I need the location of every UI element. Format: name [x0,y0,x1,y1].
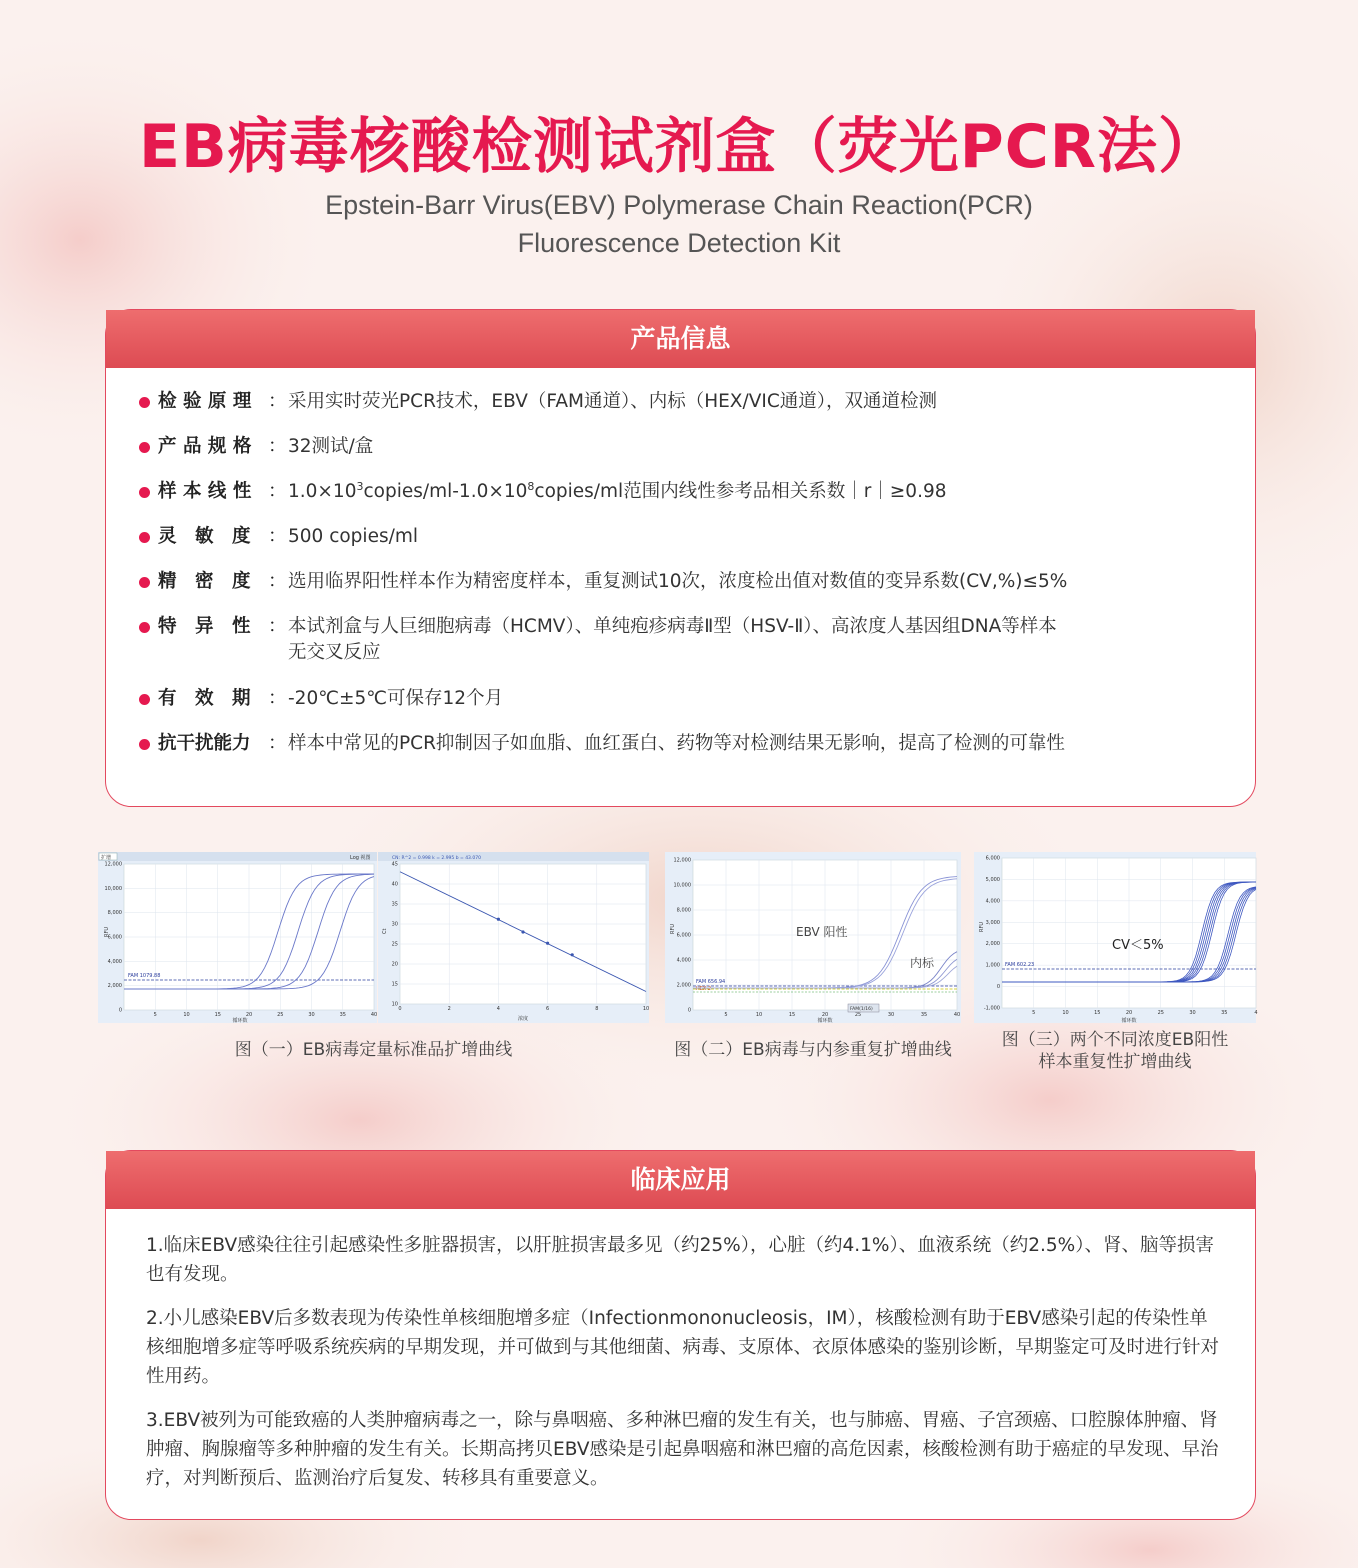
standard-point [571,953,574,956]
info-colon: ： [268,688,287,709]
y-tick-label: 15 [391,981,398,988]
bullet-icon [139,397,150,408]
value-part: copies/ml范围内线性参考品相关系数｜r｜≥0.98 [534,481,947,502]
x-tick-label: 10 [1062,1010,1069,1016]
y-tick-label: 12,000 [104,861,122,868]
info-colon: ： [268,481,287,502]
info-label: 抗干扰能力 [158,733,251,754]
x-tick-label: 40 [370,1012,378,1018]
value-exponent: 3 [356,479,364,493]
fig1-caption: 图（一）EB病毒定量标准品扩增曲线 [234,1040,513,1060]
value-exponent: 8 [527,479,535,493]
fig1-x-label: 循环数 [232,1018,248,1024]
info-colon: ： [268,733,287,754]
value-part: 1.0×10 [288,481,357,502]
y-tick-label: 5,000 [985,876,1000,883]
fig1-threshold-label: FAM 1079.88 [128,973,161,979]
x-tick-label: 5 [153,1012,157,1018]
y-tick-label: 8,000 [107,910,122,917]
fig3-y-label: RFU [979,921,985,932]
x-tick-label: 0 [398,1006,402,1012]
fig3-x-label: 循环数 [1121,1018,1137,1024]
y-tick-label: 4,000 [107,958,122,965]
info-value: 32测试/盒 [288,436,374,457]
y-tick-label: 2,000 [107,983,122,990]
y-tick-label: 40 [391,881,398,888]
x-tick-label: 15 [788,1012,796,1018]
subtitle-line-1: Epstein-Barr Virus(EBV) Polymerase Chain Reaction(PCR) [325,190,1033,220]
clinical-heading: 临床应用 [106,1151,1255,1209]
info-label: 样 本 线 性 [158,481,252,502]
fig1-amplification-chart [98,852,377,1023]
y-tick-label: 8,000 [676,907,691,914]
y-tick-label: 3,000 [985,919,1000,926]
x-tick-label: 4 [496,1006,500,1012]
bullet-icon [139,487,150,498]
info-label: 灵 敏 度 [158,526,251,547]
fig3-amplification-chart [974,852,1256,1023]
x-tick-label: 25 [854,1012,862,1018]
y-tick-label: 10,000 [673,882,691,889]
fig2-threshold-label: FAM 656.94 [696,979,726,985]
fig2-y-label: RFU [670,923,676,934]
subtitle-line-2: Fluorescence Detection Kit [517,228,841,258]
y-tick-label: 2,000 [676,982,691,989]
x-tick-label: 10 [755,1012,763,1018]
bullet-icon [139,739,150,750]
fig3-annotation: CV＜5% [1112,938,1164,953]
fig1-standard-y-label: Ct [382,928,388,934]
fig3-threshold-label: FAM 602.23 [1005,962,1035,968]
x-tick-label: 5 [1032,1010,1036,1016]
fig2-annotation-positive: EBV 阳性 [796,925,848,939]
fig3-caption [974,1029,1256,1073]
info-value: 采用实时荧光PCR技术，EBV（FAM通道）、内标（HEX/VIC通道），双通道检测 [288,391,937,412]
y-tick-label: 2,000 [985,941,1000,948]
x-tick-label: 2 [447,1006,451,1012]
info-label: 精 密 度 [158,571,251,592]
fig1-tab: 扩增 [101,855,112,861]
clinical-paragraph-2: 2.小儿感染EBV后多数表现为传染性单核细胞增多症（Infectionmononucleosis，IM），核酸检测有助于EBV感染引起的传染性单核细胞增多症等呼吸系统疾病的早期发现，并可做到与其他细菌、病毒、支原体、衣原体感染的鉴别诊断，早期鉴定可及时进行针对性用药。 [146,1308,1220,1387]
y-tick-label: 0 [118,1007,122,1014]
fig2-x-label: 循环数 [817,1018,833,1024]
y-tick-label: 10,000 [104,885,122,892]
y-tick-label: 35 [391,901,398,908]
value-line-2: 无交叉反应 [288,642,381,663]
x-tick-label: 10 [642,1006,650,1012]
fig2-svg [665,852,961,1023]
y-tick-label: 12,000 [673,857,691,864]
fig2-badge: FAM(1/16) [850,1007,873,1012]
y-tick-label: 4,000 [676,957,691,964]
fig1-standard-x-label: 浓度 [517,1016,529,1022]
fig1-standard-header: CN: R^2 = 0.998 k = 2.995 b = 43.070 [392,856,481,861]
bullet-icon [139,577,150,588]
info-label: 特 异 性 [158,616,251,637]
x-tick-label: 35 [339,1012,346,1018]
fig1-right-svg [378,852,649,1023]
x-tick-label: 35 [1221,1010,1228,1016]
value-part: copies/ml-1.0×10 [363,481,528,502]
x-tick-label: 4 [1254,1010,1258,1016]
clinical-paragraph-1: 1.临床EBV感染往往引起感染性多脏器损害，以肝脏损害最多见（约25%），心脏（约4.1%）、血液系统（约2.5%）、肾、脑等损害也有发现。 [146,1235,1214,1285]
y-tick-label: 30 [391,921,398,928]
info-value: 选用临界阳性样本作为精密度样本，重复测试10次，浓度检出值对数值的变异系数(CV,%)≤5% [288,571,1068,592]
x-tick-label: 30 [308,1012,315,1018]
y-tick-label: 25 [391,941,398,948]
info-value: -20℃±5℃可保存12个月 [288,688,504,709]
x-tick-label: 15 [214,1012,221,1018]
info-value [288,614,1188,666]
clinical-paragraph-3: 3.EBV被列为可能致癌的人类肿瘤病毒之一，除与鼻咽癌、多种淋巴瘤的发生有关，也与肺癌、胃癌、子宫颈癌、口腔腺体肿瘤、肾肿瘤、胸腺瘤等多种肿瘤的发生有关。长期高拷贝EBV感染是引起鼻咽癌和淋巴瘤的高危因素，核酸检测有助于癌症的早发现、早治疗，对判断预后、监测治疗后复发、转移具有重要意义。 [146,1410,1219,1489]
clinical-text [146,1231,1220,1508]
standard-point [497,918,500,921]
fig2-amplification-chart [665,852,961,1023]
standard-point [546,942,549,945]
info-colon: ： [268,436,287,457]
x-tick-label: 8 [595,1006,599,1012]
fig3-caption-line-2: 样本重复性扩增曲线 [1038,1052,1192,1072]
info-colon: ： [268,616,287,637]
clinical-card [105,1150,1256,1520]
y-tick-label: 6,000 [107,934,122,941]
x-tick-label: 40 [953,1012,961,1018]
x-tick-label: 20 [1125,1010,1133,1016]
y-tick-label: 0 [996,984,1000,991]
info-label: 产 品 规 格 [158,436,252,457]
bullet-icon [139,442,150,453]
bullet-icon [139,532,150,543]
fig3-svg [974,852,1256,1023]
y-tick-label: 6,000 [676,932,691,939]
info-value: 500 copies/ml [288,526,418,547]
info-label: 有 效 期 [158,688,251,709]
fig2-annotation-internal: 内标 [910,956,935,970]
page-subtitle [0,186,1358,262]
y-tick-label: 6,000 [985,855,1000,862]
x-tick-label: 20 [821,1012,829,1018]
x-tick-label: 20 [245,1012,253,1018]
y-tick-label: 45 [391,861,398,868]
y-tick-label: 0 [687,1007,691,1014]
x-tick-label: 35 [920,1012,928,1018]
fig1-y-label: RFU [104,926,110,937]
bullet-icon [139,622,150,633]
fig1-left-svg [98,852,377,1023]
page-title: EB病毒核酸检测试剂盒（荧光PCR法） [139,112,1219,182]
info-colon: ： [268,391,287,412]
x-tick-label: 25 [277,1012,284,1018]
info-colon: ： [268,526,287,547]
y-tick-label: 1,000 [985,962,1000,969]
fig2-threshold-label-2: HEX 2 [696,986,712,992]
x-tick-label: 6 [546,1006,550,1012]
fig3-caption-line-1: 图（三）两个不同浓度EB阳性 [1001,1030,1229,1050]
x-tick-label: 30 [887,1012,895,1018]
product-info-heading: 产品信息 [106,310,1255,368]
y-tick-label: 4,000 [985,898,1000,905]
x-tick-label: 5 [724,1012,728,1018]
x-tick-label: 25 [1157,1010,1164,1016]
info-label: 检 验 原 理 [158,391,252,412]
info-value [288,479,1188,505]
y-tick-label: 20 [391,961,398,968]
standard-point [521,930,524,933]
bullet-icon [139,694,150,705]
x-tick-label: 10 [183,1012,190,1018]
value-line-1: 本试剂盒与人巨细胞病毒（HCMV）、单纯疱疹病毒Ⅱ型（HSV-Ⅱ）、高浓度人基因组DNA等样本 [288,616,1057,637]
info-colon: ： [268,571,287,592]
fig2-caption: 图（二）EB病毒与内参重复扩增曲线 [674,1040,952,1060]
y-tick-label: 10 [391,1001,398,1008]
x-tick-label: 30 [1189,1010,1196,1016]
y-tick-label: -1,000 [983,1005,1000,1012]
product-info-card [105,309,1256,807]
info-value: 样本中常见的PCR抑制因子如血脂、血红蛋白、药物等对检测结果无影响，提高了检测的可靠性 [288,733,1065,754]
fig1-log-label: Log 视图 [350,855,371,861]
x-tick-label: 15 [1094,1010,1101,1016]
fig1-standard-curve-chart [378,852,649,1023]
